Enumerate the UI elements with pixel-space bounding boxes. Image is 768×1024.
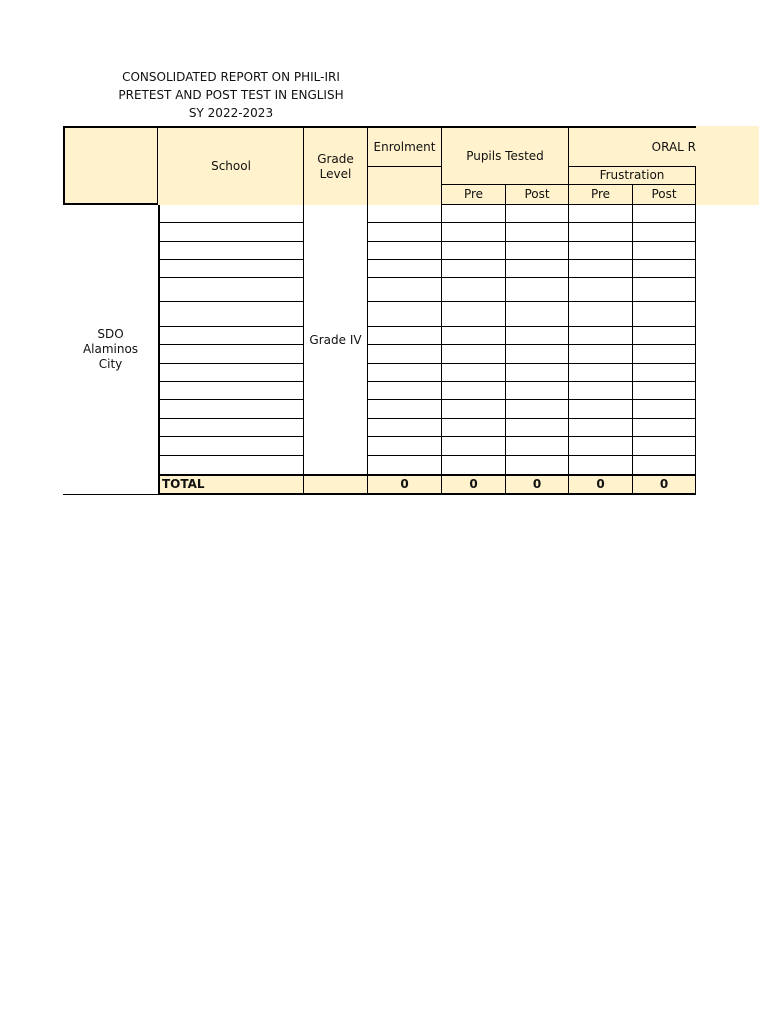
header-grade-level: Grade Level (303, 126, 368, 205)
header-enrolment: Enrolment (367, 126, 442, 167)
header-enrolment-sub (367, 166, 442, 185)
grid-hline (367, 455, 696, 456)
grid-hline (367, 259, 696, 260)
total-frustration-pre: 0 (568, 474, 633, 495)
grid-vline (568, 205, 569, 475)
grid-vline (441, 205, 442, 475)
grid-hline (63, 494, 159, 495)
total-pupils-pre: 0 (441, 474, 506, 495)
grid-hline (158, 455, 304, 456)
header-oral-reading-label: ORAL R (651, 140, 696, 154)
total-frustration-post: 0 (632, 474, 696, 495)
grid-hline (158, 399, 304, 400)
header-oral-reading (568, 126, 696, 167)
header-frustration-pre: Pre (568, 184, 633, 205)
grid-vline (632, 205, 633, 475)
header-blank-cell (63, 126, 159, 205)
grid-vline (303, 205, 304, 475)
grid-hline (367, 363, 696, 364)
header-frustration-post: Post (632, 184, 696, 205)
header-pupils-pre: Pre (441, 184, 506, 205)
header-school: School (158, 126, 304, 205)
grid-hline (158, 301, 304, 302)
grade-label: Grade IV (303, 205, 368, 475)
grid-hline (367, 436, 696, 437)
grid-hline (158, 418, 304, 419)
total-label: TOTAL (158, 474, 304, 495)
grid-vline (505, 205, 506, 475)
grid-hline (158, 436, 304, 437)
grid-hline (367, 222, 696, 223)
grid-hline (367, 277, 696, 278)
total-pupils-post: 0 (505, 474, 569, 495)
header-enrolment-sub2 (367, 184, 442, 205)
grid-hline (158, 277, 304, 278)
header-frustration: Frustration (568, 166, 696, 185)
grid-vline (367, 205, 368, 475)
grid-hline (158, 241, 304, 242)
report-title-line-2: PRETEST AND POST TEST IN ENGLISH (118, 88, 344, 102)
grid-hline (158, 381, 304, 382)
grid-vline (158, 205, 160, 495)
header-pupils-post: Post (505, 184, 569, 205)
grid-hline (367, 381, 696, 382)
report-title-line-1: CONSOLIDATED REPORT ON PHIL-IRI (122, 70, 340, 84)
grid-hline (158, 222, 304, 223)
grid-hline (158, 326, 304, 327)
grid-hline (367, 301, 696, 302)
total-grade-cell (303, 474, 368, 495)
grid-hline (158, 344, 304, 345)
grid-hline (367, 344, 696, 345)
grid-hline (367, 326, 696, 327)
grid-hline (158, 259, 304, 260)
grid-hline (367, 241, 696, 242)
grid-vline (695, 205, 696, 475)
grid-hline (158, 363, 304, 364)
division-label: SDO Alaminos City (82, 327, 139, 371)
header-pupils-tested: Pupils Tested (441, 126, 569, 185)
grid-hline (367, 418, 696, 419)
report-title-line-3: SY 2022-2023 (188, 106, 274, 120)
grid-hline (367, 399, 696, 400)
total-enrolment: 0 (367, 474, 442, 495)
